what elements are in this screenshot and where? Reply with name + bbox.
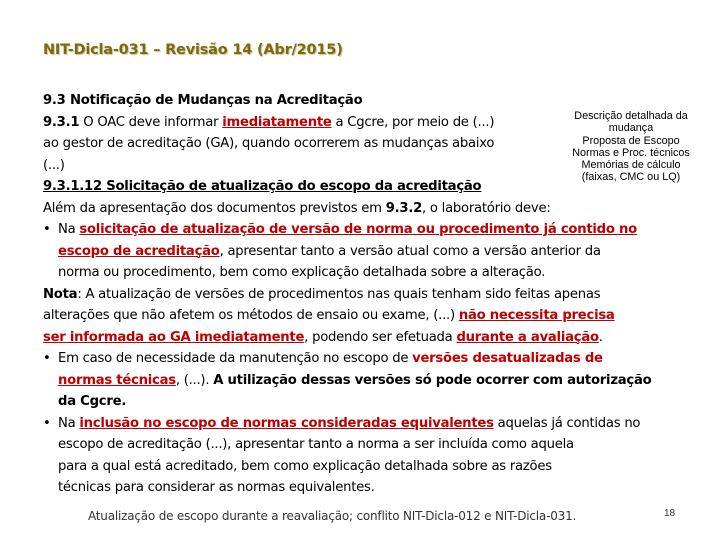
highlight-text: não necessita precisa [458, 308, 615, 323]
text-run: Em caso de necessidade da manutenção no escopo de [58, 351, 413, 366]
text-run: , (...). [175, 372, 214, 388]
text-run: a Cgcre, por meio de (...) [331, 114, 495, 130]
text-run: , podendo ser efetuada [304, 329, 457, 345]
text-run: Na [58, 415, 80, 431]
bullet-line [43, 370, 693, 392]
highlight-text: escopo de acreditação [58, 243, 220, 259]
sidenote-line: mudança [608, 122, 654, 135]
sidenote-line: Normas e Proc. técnicos [572, 146, 690, 159]
text-run: aquelas já contidas no [493, 415, 641, 431]
bullet-line: para a qual está acreditado, bem como explicação detalhada sobre as razões [58, 458, 552, 474]
highlight-text: imediatamente [222, 114, 332, 130]
paragraph-line: ao gestor de acreditação (GA), quando ocorrerem as mudanças abaixo [43, 136, 495, 151]
text-run: O OAC deve informar [79, 114, 223, 130]
highlight-text: solicitação de atualização de versão de norma ou procedimento já contido no [79, 222, 637, 237]
bullet-line [43, 348, 693, 370]
clause-number: 9.3.1 [43, 114, 80, 130]
slide-title: NIT-Dicla-031 – Revisão 14 (Abr/2015) [43, 42, 343, 58]
text-run: , o laboratório deve: [422, 200, 551, 216]
bullet-line [43, 413, 693, 435]
paragraph-line [43, 305, 693, 327]
slide-body [43, 90, 693, 499]
paragraph-line: (...) [43, 157, 65, 173]
sidenote-line: Memórias de cálculo [581, 159, 681, 172]
bullet-icon: • [43, 351, 51, 366]
text-run: . [598, 329, 603, 345]
highlight-text: ser informada ao GA imediatamente [43, 329, 305, 345]
sidenote-line: Descrição detalhada da [574, 110, 688, 122]
text-run: alterações que não afetem os métodos de ensaio ou exame, (...) [43, 308, 459, 323]
bullet-line [43, 241, 693, 263]
bullet-line: norma ou procedimento, bem como explicação detalhada sobre a alteração. [58, 265, 546, 280]
text-run: , apresentar tanto a versão atual como a versão anterior da [219, 243, 601, 259]
paragraph-line [43, 198, 693, 220]
section-heading: 9.3 Notificação de Mudanças na Acreditação [43, 93, 363, 108]
text-run: Na [58, 222, 80, 237]
subsection-heading: 9.3.1.12 Solicitação de atualização do escopo da acreditação [43, 179, 482, 194]
text-run: Além da apresentação dos documentos previstos em [43, 200, 386, 216]
sidenote-line: Proposta de Escopo [582, 134, 680, 147]
note-label: Nota [43, 286, 78, 302]
bullet-icon: • [43, 415, 51, 431]
bold-text: A utilização dessas versões só pode ocorrer com autorização [213, 372, 652, 388]
bullet-icon: • [43, 222, 51, 237]
clause-ref: 9.3.2 [385, 200, 423, 216]
bullet-line [43, 219, 693, 241]
text-run: : A atualização de versões de procedimentos nas quais tenham sido feitas apenas [77, 286, 601, 302]
footer-text: Atualização de escopo durante a reavaliação; conflito NIT-Dicla-012 e NIT-Dicla-031. [88, 509, 577, 523]
paragraph-line [43, 327, 693, 349]
sidenote-line: (faixas, CMC ou LQ) [581, 171, 681, 184]
highlight-text: durante a avaliação [456, 329, 599, 345]
paragraph-line [43, 284, 693, 306]
highlight-text: inclusão no escopo de normas consideradas equivalentes [79, 415, 494, 431]
highlight-text: versões desatualizadas de [412, 351, 603, 366]
bullet-line: escopo de acreditação (...), apresentar tanto a norma a ser incluída como aquela [58, 437, 574, 452]
bullet-line: da Cgcre. [58, 394, 127, 409]
bullet-line: técnicas para considerar as normas equivalentes. [58, 480, 375, 495]
highlight-text: normas técnicas [58, 372, 176, 388]
paragraph-line [43, 112, 693, 134]
page-number: 18 [664, 508, 676, 519]
